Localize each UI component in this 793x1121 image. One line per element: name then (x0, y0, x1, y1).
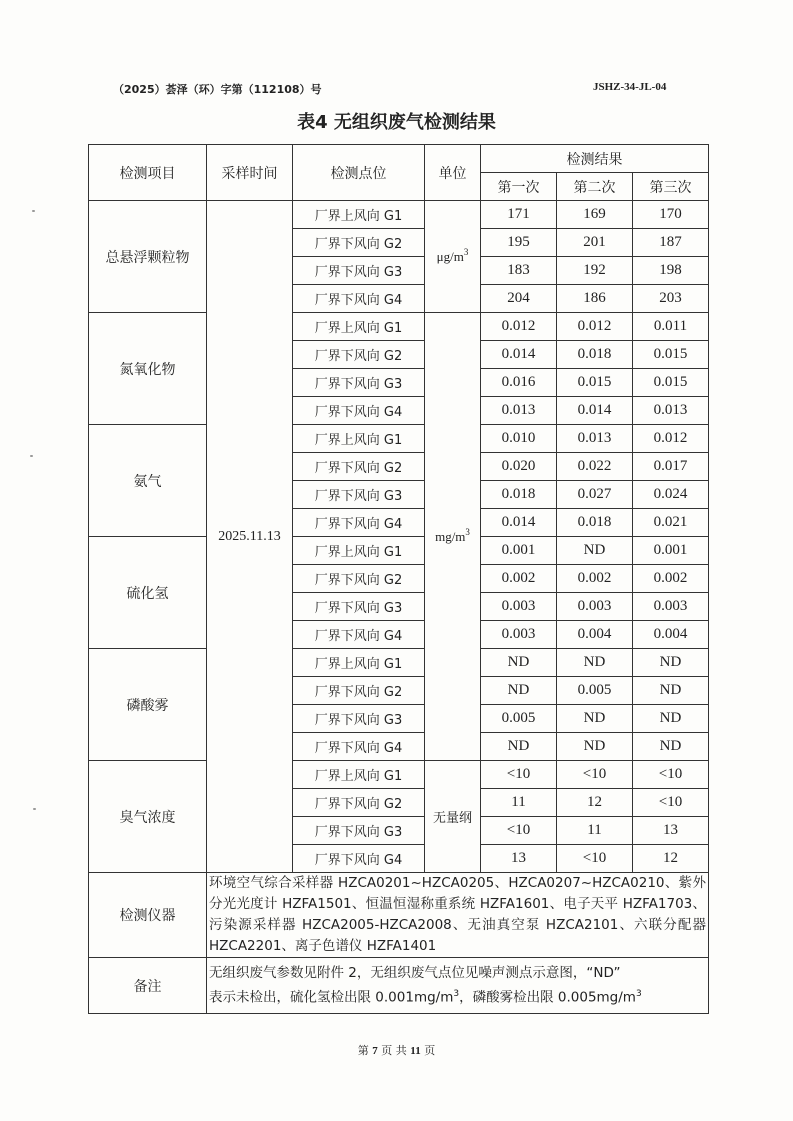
header-results: 检测结果 (481, 145, 709, 173)
value-cell: 0.014 (557, 397, 633, 425)
value-cell: 0.013 (633, 397, 709, 425)
value-cell: 0.014 (481, 341, 557, 369)
value-cell: 13 (633, 817, 709, 845)
header-time: 采样时间 (207, 145, 293, 201)
value-cell: 0.003 (481, 621, 557, 649)
point-cell: 厂界上风向 G1 (293, 425, 425, 453)
value-cell: 201 (557, 229, 633, 257)
value-cell: ND (633, 677, 709, 705)
header-point: 检测点位 (293, 145, 425, 201)
value-cell: ND (633, 705, 709, 733)
value-cell: 0.003 (557, 593, 633, 621)
point-cell: 厂界下风向 G2 (293, 789, 425, 817)
form-code: JSHZ-34-JL-04 (593, 81, 667, 93)
value-cell: 0.010 (481, 425, 557, 453)
document-number: （2025）荟泽（环）字第（112108）号 (113, 83, 322, 96)
value-cell: 0.002 (557, 565, 633, 593)
value-cell: 0.004 (557, 621, 633, 649)
table-row (89, 649, 709, 677)
value-cell: ND (481, 733, 557, 761)
value-cell: 192 (557, 257, 633, 285)
value-cell: 0.001 (633, 537, 709, 565)
value-cell: ND (557, 649, 633, 677)
value-cell: <10 (633, 761, 709, 789)
value-cell: 12 (557, 789, 633, 817)
point-cell: 厂界下风向 G3 (293, 257, 425, 285)
value-cell: ND (481, 649, 557, 677)
point-cell: 厂界下风向 G4 (293, 845, 425, 873)
value-cell: 0.018 (557, 341, 633, 369)
point-cell: 厂界下风向 G4 (293, 733, 425, 761)
value-cell: 0.012 (557, 313, 633, 341)
header-item: 检测项目 (89, 145, 207, 201)
point-cell: 厂界下风向 G4 (293, 397, 425, 425)
table-row (89, 425, 709, 453)
page-footer (0, 1042, 793, 1058)
value-cell: 0.018 (557, 509, 633, 537)
point-cell: 厂界下风向 G4 (293, 285, 425, 313)
value-cell: ND (557, 537, 633, 565)
footer-total: 11 (410, 1045, 421, 1057)
value-cell: 0.011 (633, 313, 709, 341)
table-row (89, 201, 709, 229)
value-cell: 0.013 (557, 425, 633, 453)
instruments-label: 检测仪器 (89, 873, 207, 958)
value-cell: 0.003 (481, 593, 557, 621)
value-cell: 0.001 (481, 537, 557, 565)
remarks-text (207, 958, 709, 1014)
value-cell: ND (633, 733, 709, 761)
header-third: 第三次 (633, 173, 709, 201)
scan-speck (32, 210, 35, 212)
value-cell: 170 (633, 201, 709, 229)
footer-mid: 页 共 (381, 1044, 407, 1057)
value-cell: 11 (557, 817, 633, 845)
item-name: 硫化氢 (89, 537, 207, 649)
value-cell: 0.027 (557, 481, 633, 509)
item-name: 氨气 (89, 425, 207, 537)
unit-cell (425, 313, 481, 761)
table-row (89, 761, 709, 789)
remarks-line2-a: 表示未检出，硫化氢检出限 0.001mg/m (209, 989, 454, 1006)
point-cell: 厂界上风向 G1 (293, 761, 425, 789)
point-cell: 厂界下风向 G2 (293, 229, 425, 257)
value-cell: <10 (557, 761, 633, 789)
value-cell: 0.015 (557, 369, 633, 397)
value-cell: 195 (481, 229, 557, 257)
unit-text: mg/m (435, 529, 466, 544)
footer-post: 页 (424, 1044, 436, 1057)
sampling-date: 2025.11.13 (207, 201, 293, 873)
point-cell: 厂界上风向 G1 (293, 649, 425, 677)
point-cell: 厂界下风向 G3 (293, 369, 425, 397)
point-cell: 厂界下风向 G3 (293, 593, 425, 621)
results-table (88, 144, 709, 1014)
value-cell: ND (633, 649, 709, 677)
value-cell: 0.002 (481, 565, 557, 593)
point-cell: 厂界上风向 G1 (293, 201, 425, 229)
value-cell: ND (481, 677, 557, 705)
value-cell: 11 (481, 789, 557, 817)
value-cell: 0.018 (481, 481, 557, 509)
item-name: 臭气浓度 (89, 761, 207, 873)
value-cell: ND (557, 733, 633, 761)
unit-text: μg/m (436, 249, 464, 264)
table-row (89, 313, 709, 341)
value-cell: 0.012 (633, 425, 709, 453)
item-name: 总悬浮颗粒物 (89, 201, 207, 313)
value-cell: 169 (557, 201, 633, 229)
value-cell: 0.014 (481, 509, 557, 537)
header-second: 第二次 (557, 173, 633, 201)
point-cell: 厂界下风向 G4 (293, 509, 425, 537)
header-first: 第一次 (481, 173, 557, 201)
value-cell: <10 (481, 761, 557, 789)
footer-page: 7 (372, 1045, 378, 1057)
value-cell: 203 (633, 285, 709, 313)
point-cell: 厂界下风向 G4 (293, 621, 425, 649)
unit-sup: 3 (465, 527, 470, 537)
value-cell: 0.017 (633, 453, 709, 481)
point-cell: 厂界下风向 G2 (293, 565, 425, 593)
point-cell: 厂界下风向 G2 (293, 677, 425, 705)
point-cell: 厂界上风向 G1 (293, 313, 425, 341)
footer-pre: 第 (357, 1044, 369, 1057)
remarks-sup2: 3 (635, 988, 642, 999)
value-cell: 0.022 (557, 453, 633, 481)
value-cell: 187 (633, 229, 709, 257)
value-cell: 0.013 (481, 397, 557, 425)
unit-sup: 3 (463, 247, 469, 257)
value-cell: 0.012 (481, 313, 557, 341)
item-name: 氮氧化物 (89, 313, 207, 425)
value-cell: 0.015 (633, 341, 709, 369)
value-cell: 0.020 (481, 453, 557, 481)
value-cell: 0.024 (633, 481, 709, 509)
point-cell: 厂界下风向 G3 (293, 705, 425, 733)
item-name: 磷酸雾 (89, 649, 207, 761)
value-cell: <10 (557, 845, 633, 873)
header-unit: 单位 (425, 145, 481, 201)
value-cell: 0.003 (633, 593, 709, 621)
value-cell: 183 (481, 257, 557, 285)
value-cell: 0.002 (633, 565, 709, 593)
value-cell: 12 (633, 845, 709, 873)
value-cell: <10 (481, 817, 557, 845)
value-cell: 204 (481, 285, 557, 313)
value-cell: 171 (481, 201, 557, 229)
remarks-line2-b: ，磷酸雾检出限 0.005mg/m (459, 989, 636, 1006)
value-cell: 0.004 (633, 621, 709, 649)
value-cell: 198 (633, 257, 709, 285)
value-cell: 0.005 (557, 677, 633, 705)
value-cell: 13 (481, 845, 557, 873)
point-cell: 厂界下风向 G3 (293, 817, 425, 845)
unit-cell: 无量纲 (425, 761, 481, 873)
table-row (89, 537, 709, 565)
value-cell: ND (557, 705, 633, 733)
point-cell: 厂界上风向 G1 (293, 537, 425, 565)
remarks-label: 备注 (89, 958, 207, 1014)
scan-speck (33, 808, 36, 810)
value-cell: 0.016 (481, 369, 557, 397)
value-cell: 0.015 (633, 369, 709, 397)
point-cell: 厂界下风向 G2 (293, 453, 425, 481)
value-cell: 186 (557, 285, 633, 313)
value-cell: 0.021 (633, 509, 709, 537)
value-cell: <10 (633, 789, 709, 817)
value-cell: 0.005 (481, 705, 557, 733)
remarks-sup1: 3 (453, 988, 460, 999)
instruments-text: 环境空气综合采样器 HZCA0201~HZCA0205、HZCA0207~HZCA0210、紫外分光光度计 HZFA1501、恒温恒湿称重系统 HZFA1601、电子天平 HZFA1703、污染源采样器 HZCA2005-HZCA2008、无油真空泵 HZCA2101、六联分配器 HZCA2201、离子色谱仪 HZFA1401 (207, 873, 709, 958)
point-cell: 厂界下风向 G3 (293, 481, 425, 509)
point-cell: 厂界下风向 G2 (293, 341, 425, 369)
table-title: 表4 无组织废气检测结果 (297, 112, 496, 133)
unit-cell (425, 201, 481, 313)
scan-speck (30, 455, 33, 457)
remarks-line1: 无组织废气参数见附件 2，无组织废气点位见噪声测点示意图，“ND” (209, 964, 621, 981)
